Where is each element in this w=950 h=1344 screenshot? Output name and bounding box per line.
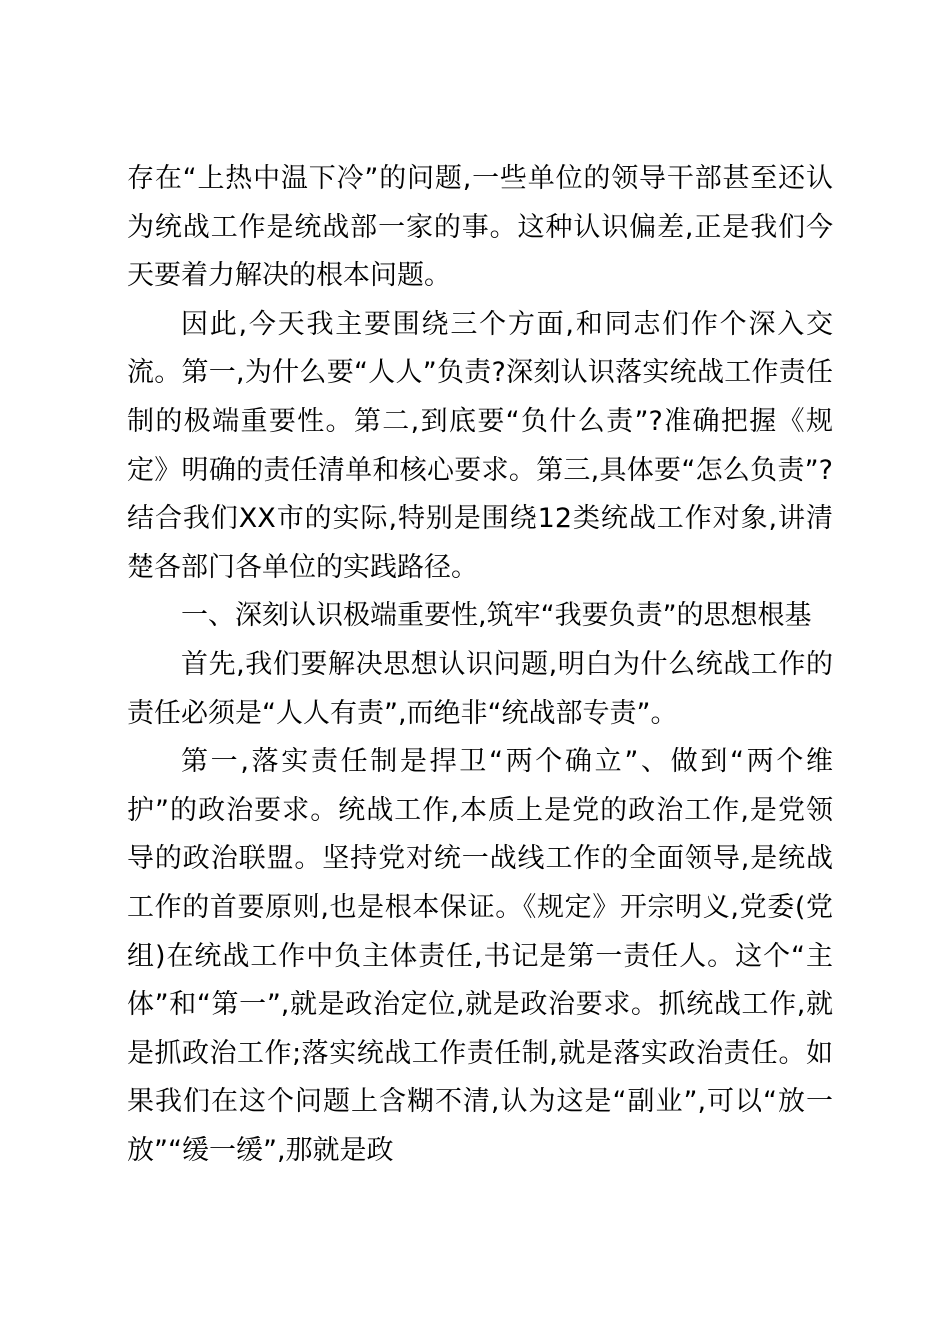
paragraph-intro: 首先,我们要解决思想认识问题,明白为什么统战工作的责任必须是“人人有责”,而绝非“统战部专责”。 (127, 648, 833, 729)
section-heading: 一、深刻认识极端重要性,筑牢“我要负责”的思想根基 (181, 600, 812, 632)
paragraph-first-point: 第一,落实责任制是捍卫“两个确立”、做到“两个维护”的政治要求。统战工作,本质上是党的政治工作,是党领导的政治联盟。坚持党对统一战线工作的全面领导,是统战工作的首要原则,也是根本保证。《规定》开宗明义,党委(党组)在统战工作中负主体责任,书记是第一责任人。这个“主体”和“第一”,就是政治定位,就是政治要求。抓统战工作,就是抓政治工作;落实统战工作责任制,就是落实政治责任。如果我们在这个问题上含糊不清,认为这是“副业”,可以“放一放”“缓一缓”,那就是政 (127, 746, 833, 1166)
paragraph-outline: 因此,今天我主要围绕三个方面,和同志们作个深入交流。第一,为什么要“人人”负责?深刻认识落实统战工作责任制的极端重要性。第二,到底要“负什么责”?准确把握《规定》明确的责任清单和核心要求。第三,具体要“怎么负责”?结合我们XX市的实际,特别是围绕12类统战工作对象,讲清楚各部门各单位的实践路径。 (127, 308, 833, 583)
document-body (127, 155, 833, 1175)
paragraph-continuation: 存在“上热中温下冷”的问题,一些单位的领导干部甚至还认为统战工作是统战部一家的事。这种认识偏差,正是我们今天要着力解决的根本问题。 (127, 163, 833, 292)
